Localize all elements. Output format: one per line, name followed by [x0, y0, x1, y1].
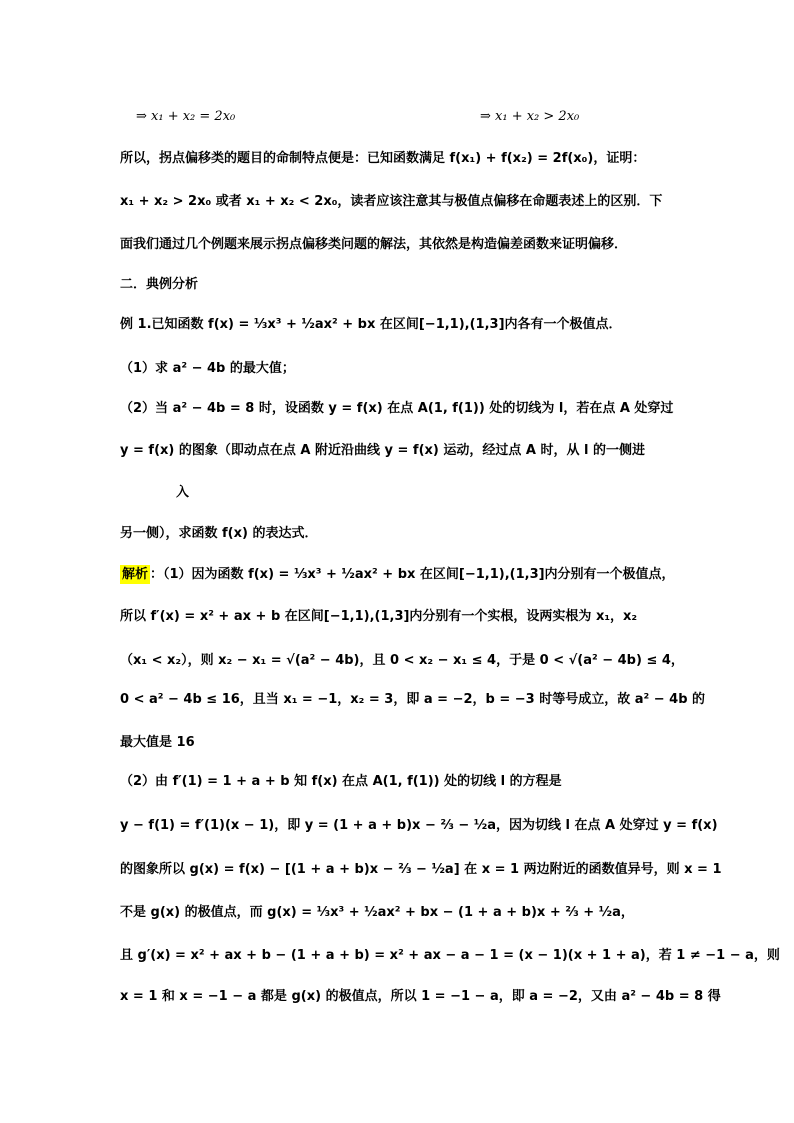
solution-line-3: （x₁ < x₂），则 x₂ − x₁ = √(a² − 4b)，且 0 < x₂ − x₁ ≤ 4，于是 0 < √(a² − 4b) ≤ 4，	[120, 653, 684, 668]
para-line-3: 面我们通过几个例题来展示拐点偏移类问题的解法，其依然是构造偏差函数来证明偏移．	[120, 237, 628, 252]
implication-right: ⇒ x₁ + x₂ > 2x₀	[480, 109, 580, 124]
solution-line-7: y − f(1) = f′(1)(x − 1)，即 y = (1 + a + b)x − ⅔ − ½a，因为切线 l 在点 A 处穿过 y = f(x)	[120, 818, 718, 833]
example-statement: 例 1.已知函数 f(x) = ⅓x³ + ½ax² + bx 在区间[−1,1),(1,3]内各有一个极值点．	[120, 317, 622, 332]
solution-line-11: x = 1 和 x = −1 − a 都是 g(x) 的极值点，所以 1 = −1 − a，即 a = −2，又由 a² − 4b = 8 得	[120, 989, 721, 1004]
solution-label: 解析	[122, 567, 149, 582]
solution-line-9: 不是 g(x) 的极值点，而 g(x) = ⅓x³ + ½ax² + bx − (1 + a + b)x + ⅔ + ½a，	[120, 905, 634, 920]
para-line-2: x₁ + x₂ > 2x₀ 或者 x₁ + x₂ < 2x₀，读者应该注意其与极值点偏移在命题表述上的区别．下	[120, 194, 663, 209]
solution-line-10: 且 g′(x) = x² + ax + b − (1 + a + b) = x² + ax − a − 1 = (x − 1)(x + 1 + a)，若 1 ≠ −1 − a，则	[120, 948, 780, 963]
section-title: 二．典例分析	[120, 277, 199, 292]
solution-line-6: （2）由 f′(1) = 1 + a + b 知 f(x) 在点 A(1, f(1)) 处的切线 l 的方程是	[120, 774, 562, 789]
solution-text-1: ：（1）因为函数 f(x) = ⅓x³ + ½ax² + bx 在区间[−1,1),(1,3]内分别有一个极值点，	[150, 567, 675, 582]
example-part-2-line-4: 另一侧），求函数 f(x) 的表达式．	[120, 526, 318, 541]
para-line-1: 所以，拐点偏移类的题目的命制特点便是：已知函数满足 f(x₁) + f(x₂) = 2f(x₀)，证明：	[120, 151, 646, 166]
solution-line-8: 的图象所以 g(x) = f(x) − [(1 + a + b)x − ⅔ − ½a] 在 x = 1 两边附近的函数值异号，则 x = 1	[120, 862, 722, 877]
example-part-2-line-1: （2）当 a² − 4b = 8 时，设函数 y = f(x) 在点 A(1, f(1)) 处的切线为 l，若在点 A 处穿过	[120, 401, 674, 416]
solution-line-4: 0 < a² − 4b ≤ 16，且当 x₁ = −1，x₂ = 3，即 a = −2，b = −3 时等号成立，故 a² − 4b 的	[120, 692, 706, 707]
solution-line-5: 最大值是 16	[120, 735, 195, 750]
example-part-2-line-2: y = f(x) 的图象（即动点在点 A 附近沿曲线 y = f(x) 运动，经过点 A 时，从 l 的一侧进	[120, 443, 645, 458]
example-part-1: （1）求 a² − 4b 的最大值；	[120, 361, 295, 376]
example-part-2-line-3: 入	[176, 485, 190, 500]
implication-left: ⇒ x₁ + x₂ = 2x₀	[136, 109, 236, 124]
solution-line-2: 所以 f′(x) = x² + ax + b 在区间[−1,1),(1,3]内分别有一个实根，设两实根为 x₁，x₂	[120, 609, 638, 624]
solution-line-1	[120, 566, 680, 584]
